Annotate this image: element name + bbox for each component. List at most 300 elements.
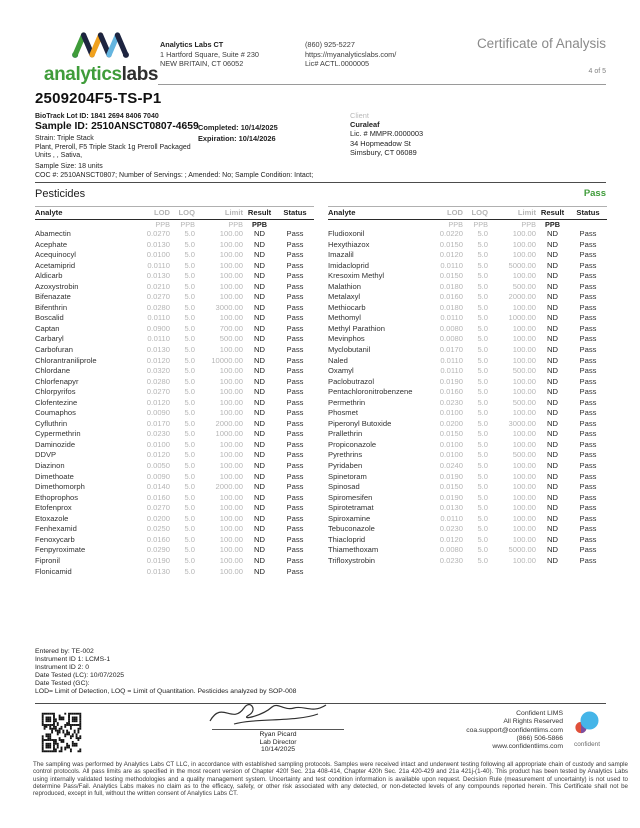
cell-lod: 0.0230 [146, 429, 170, 439]
cell-status: Pass [579, 397, 597, 407]
cell-name: Methiocarb [328, 302, 366, 312]
cell-name: Etoxazole [35, 513, 69, 523]
cell-status: Pass [286, 555, 304, 565]
table-row [35, 535, 314, 546]
table-row [35, 261, 314, 272]
report-id: 2509204F5-TS-P1 [35, 90, 162, 107]
cell-limit: 100.00 [219, 555, 243, 565]
cell-name: Oxamyl [328, 366, 354, 376]
cell-limit: 1000.00 [215, 429, 243, 439]
cell-name: Paclobutrazol [328, 376, 375, 386]
cell-result: ND [547, 439, 558, 449]
cell-name: Acequinocyl [35, 250, 76, 260]
cell-name: Trifloxystrobin [328, 555, 375, 565]
cell-loq: 5.0 [477, 281, 488, 291]
cell-lod: 0.0100 [146, 439, 170, 449]
cell-result: ND [547, 503, 558, 513]
cell-result: ND [547, 534, 558, 544]
sample-strain: Strain: Triple Stack [35, 135, 94, 142]
cell-lod: 0.0190 [439, 471, 463, 481]
client-license: Lic. # MMPR.0000003 [350, 129, 424, 139]
cell-limit: 2000.00 [508, 292, 536, 302]
table-row [35, 545, 314, 556]
cell-loq: 5.0 [477, 492, 488, 502]
table-row [328, 535, 607, 546]
cell-loq: 5.0 [477, 555, 488, 565]
table-row [328, 472, 607, 483]
cell-lod: 0.0080 [439, 334, 463, 344]
cell-lod: 0.0120 [146, 355, 170, 365]
cell-name: Mevinphos [328, 334, 365, 344]
lims-name: Confident LIMS [516, 710, 563, 717]
cell-limit: 100.00 [512, 334, 536, 344]
cell-name: Naled [328, 355, 348, 365]
cell-lod: 0.0080 [439, 323, 463, 333]
cell-result: ND [254, 271, 265, 281]
table-body-left [35, 229, 314, 577]
cell-lod: 0.0270 [146, 229, 170, 238]
cell-lod: 0.0110 [147, 260, 170, 270]
cell-loq: 5.0 [184, 439, 195, 449]
cell-limit: 100.00 [512, 461, 536, 471]
cell-result: ND [254, 450, 265, 460]
cell-limit: 100.00 [512, 239, 536, 249]
cell-result: ND [547, 545, 558, 555]
col-result: Result [540, 208, 565, 217]
unit-result: PPB [251, 220, 267, 229]
signature-line [212, 729, 344, 730]
table-row [328, 282, 607, 293]
cell-status: Pass [579, 461, 597, 471]
cell-result: ND [254, 439, 265, 449]
cell-result: ND [547, 524, 558, 534]
cell-loq: 5.0 [477, 366, 488, 376]
cell-result: ND [547, 471, 558, 481]
cell-loq: 5.0 [184, 355, 195, 365]
cell-lod: 0.0090 [146, 408, 170, 418]
cell-name: Chlorantraniliprole [35, 355, 97, 365]
unit-lod: PPB [155, 220, 170, 229]
table-units-row [328, 220, 607, 229]
cell-name: Aldicarb [35, 271, 63, 281]
disclaimer-text: The sampling was performed by Analytics Labs CT LLC, in accordance with established sampling protocols. Samples were received intact and underwent testing following all appropriate chain of custody and sample control protocols. All pass limits are as specified in the most recent version of Chapter 420f Sec. 21a 408-414, Chapter 420h Sec. 21a 420-429 and 21a 421j-(1-40). This product has been tested by Analytics Labs using internally validated testing methodologies and a quality management system. Uncertainty and test condition information is available upon request. Decision Rule (measurement of uncertainty) is not used to determine Pass/Fail. Analytics Labs makes no claim as to the efficacy, safety, or other risk associated with any detected, or non-detected levels of any compounds reported herein. This Certificate shall not be reproduced, except in full, without the written consent of Analytics Labs CT. [33, 761, 628, 798]
cell-status: Pass [286, 450, 304, 460]
logo-text-primary: analytics [43, 64, 122, 85]
confident-logo [568, 711, 606, 748]
cell-status: Pass [579, 534, 597, 544]
cell-result: ND [254, 482, 265, 492]
cell-lod: 0.0190 [146, 555, 170, 565]
cell-status: Pass [286, 408, 304, 418]
cell-name: Chlorfenapyr [35, 376, 79, 386]
table-row [35, 303, 314, 314]
cell-limit: 100.00 [219, 492, 243, 502]
cell-result: ND [254, 366, 265, 376]
biotrack-lot-id: BioTrack Lot ID: 1841 2694 8406 7040 [35, 113, 159, 120]
table-row [35, 398, 314, 409]
cell-limit: 100.00 [512, 429, 536, 439]
cell-status: Pass [579, 292, 597, 302]
cell-loq: 5.0 [477, 239, 488, 249]
cell-result: ND [547, 229, 558, 238]
cell-limit: 100.00 [219, 566, 243, 576]
cell-limit: 500.00 [512, 281, 536, 291]
unit-loq: PPB [473, 220, 488, 229]
lab-logo-text [42, 65, 160, 85]
cell-result: ND [547, 281, 558, 291]
cell-lod: 0.0110 [440, 366, 463, 376]
cell-limit: 100.00 [512, 408, 536, 418]
cell-name: Fipronil [35, 555, 60, 565]
cell-name: Acetamiprid [35, 260, 76, 270]
cell-lod: 0.0110 [440, 355, 463, 365]
cell-lod: 0.0080 [439, 545, 463, 555]
cell-loq: 5.0 [477, 313, 488, 323]
table-row [35, 450, 314, 461]
cell-loq: 5.0 [477, 323, 488, 333]
cell-limit: 100.00 [512, 439, 536, 449]
cell-name: Spinetoram [328, 471, 367, 481]
cell-loq: 5.0 [184, 397, 195, 407]
cell-status: Pass [579, 429, 597, 439]
cell-status: Pass [286, 292, 304, 302]
cell-result: ND [254, 492, 265, 502]
cell-result: ND [547, 555, 558, 565]
cell-status: Pass [286, 271, 304, 281]
cell-name: Tebuconazole [328, 524, 375, 534]
cell-result: ND [547, 313, 558, 323]
cell-status: Pass [579, 376, 597, 386]
cell-lod: 0.0150 [439, 239, 463, 249]
lims-email-link[interactable]: coa.support@confidentlims.com [466, 726, 563, 734]
cell-result: ND [547, 492, 558, 502]
cell-name: Propiconazole [328, 439, 377, 449]
cell-name: Abamectin [35, 229, 71, 238]
table-row [35, 334, 314, 345]
cell-lod: 0.0220 [439, 229, 463, 238]
cell-result: ND [254, 250, 265, 260]
client-address1: 34 Hopmeadow St [350, 138, 411, 148]
cell-result: ND [254, 534, 265, 544]
cell-status: Pass [286, 397, 304, 407]
cell-limit: 100.00 [512, 492, 536, 502]
cell-name: Imazalil [328, 250, 354, 260]
cell-lod: 0.0230 [439, 397, 463, 407]
cell-limit: 100.00 [512, 503, 536, 513]
cell-lod: 0.0230 [439, 555, 463, 565]
cell-status: Pass [286, 366, 304, 376]
cell-loq: 5.0 [477, 471, 488, 481]
instrument-id-1: Instrument ID 1: LCMS-1 [35, 656, 111, 664]
cell-loq: 5.0 [477, 503, 488, 513]
section-divider [35, 182, 606, 183]
table-row [35, 229, 314, 240]
cell-lod: 0.0100 [439, 408, 463, 418]
cell-name: Phosmet [328, 408, 358, 418]
cell-name: Methyl Parathion [328, 323, 385, 333]
cell-result: ND [547, 334, 558, 344]
cell-lod: 0.0280 [146, 302, 170, 312]
cell-name: Methomyl [328, 313, 361, 323]
cell-limit: 100.00 [512, 482, 536, 492]
table-row [328, 387, 607, 398]
cell-limit: 2000.00 [215, 418, 243, 428]
cell-limit: 100.00 [219, 397, 243, 407]
cell-loq: 5.0 [477, 250, 488, 260]
cell-name: Imidacloprid [328, 260, 369, 270]
cell-limit: 100.00 [219, 229, 243, 238]
cell-lod: 0.0110 [440, 513, 463, 523]
table-row [328, 334, 607, 345]
table-body-right [328, 229, 607, 567]
table-row [328, 261, 607, 272]
lab-phone: (860) 925-5227 [305, 40, 355, 49]
cell-limit: 100.00 [512, 555, 536, 565]
cell-result: ND [547, 429, 558, 439]
cell-lod: 0.0050 [146, 461, 170, 471]
cell-limit: 100.00 [219, 408, 243, 418]
lims-contact [466, 710, 563, 751]
cell-lod: 0.0200 [146, 513, 170, 523]
cell-name: Captan [35, 323, 60, 333]
cell-loq: 5.0 [184, 387, 195, 397]
signatory-name: Ryan Picard [259, 731, 297, 738]
cell-lod: 0.0120 [146, 450, 170, 460]
cell-loq: 5.0 [184, 323, 195, 333]
cell-result: ND [254, 302, 265, 312]
client-address2: Simsbury, CT 06089 [350, 147, 417, 157]
cell-name: Clofentezine [35, 397, 78, 407]
cell-limit: 100.00 [512, 229, 536, 238]
cell-name: Thiacloprid [328, 534, 366, 544]
sample-product-line1: Plant, Preroll, F5 Triple Stack 1g Preroll Packaged [35, 143, 191, 151]
cell-limit: 500.00 [512, 366, 536, 376]
cell-result: ND [547, 271, 558, 281]
cell-limit: 100.00 [512, 271, 536, 281]
qr-code [38, 709, 85, 756]
cell-loq: 5.0 [477, 376, 488, 386]
unit-limit: PPB [228, 220, 243, 229]
cell-status: Pass [579, 555, 597, 565]
cell-lod: 0.0150 [439, 482, 463, 492]
cell-status: Pass [579, 524, 597, 534]
confident-logo-text: confident [574, 741, 600, 748]
coc-line: COC #: 2510ANSCT0807; Number of Servings: ; Amended: No; Sample Condition: Intact; [35, 171, 314, 179]
cell-status: Pass [579, 366, 597, 376]
cell-result: ND [547, 418, 558, 428]
cell-loq: 5.0 [477, 292, 488, 302]
col-limit: Limit [517, 208, 536, 217]
cell-lod: 0.0170 [146, 418, 170, 428]
cell-loq: 5.0 [184, 492, 195, 502]
cell-limit: 100.00 [512, 471, 536, 481]
cell-lod: 0.0120 [146, 397, 170, 407]
signature-icon [200, 697, 340, 729]
cell-result: ND [547, 323, 558, 333]
cell-result: ND [254, 545, 265, 555]
table-row [328, 556, 607, 567]
cell-loq: 5.0 [184, 450, 195, 460]
cell-lod: 0.0110 [440, 313, 463, 323]
cell-limit: 100.00 [512, 387, 536, 397]
sample-id: Sample ID: 2510ANSCT0807-4659 [35, 121, 199, 132]
cell-result: ND [547, 376, 558, 386]
cell-lod: 0.0270 [146, 292, 170, 302]
cell-name: Thiamethoxam [328, 545, 379, 555]
cell-limit: 100.00 [512, 323, 536, 333]
cell-limit: 500.00 [512, 450, 536, 460]
cell-name: DDVP [35, 450, 57, 460]
cell-status: Pass [286, 355, 304, 365]
cell-result: ND [254, 355, 265, 365]
cell-name: Azoxystrobin [35, 281, 79, 291]
cell-name: Fenoxycarb [35, 534, 75, 544]
cell-limit: 100.00 [512, 534, 536, 544]
col-analyte: Analyte [35, 208, 63, 217]
table-row [35, 556, 314, 567]
cell-result: ND [254, 461, 265, 471]
cell-limit: 100.00 [219, 513, 243, 523]
cell-loq: 5.0 [184, 482, 195, 492]
cell-limit: 100.00 [512, 250, 536, 260]
cell-status: Pass [579, 250, 597, 260]
col-status: Status [283, 208, 307, 217]
cell-status: Pass [579, 345, 597, 355]
cell-lod: 0.0180 [439, 281, 463, 291]
unit-loq: PPB [180, 220, 195, 229]
cell-name: Pyrethrins [328, 450, 363, 460]
cell-status: Pass [286, 323, 304, 333]
table-row [35, 271, 314, 282]
cell-limit: 500.00 [512, 397, 536, 407]
cell-status: Pass [286, 387, 304, 397]
signature-date: 10/14/2025 [260, 746, 296, 754]
cell-lod: 0.0100 [439, 450, 463, 460]
cell-status: Pass [286, 534, 304, 544]
cell-loq: 5.0 [184, 334, 195, 344]
table-row [35, 240, 314, 251]
table-row [35, 482, 314, 493]
cell-status: Pass [579, 302, 597, 312]
lims-website-link[interactable]: www.confidentlims.com [492, 743, 563, 751]
table-row [328, 461, 607, 472]
cell-result: ND [254, 397, 265, 407]
cell-name: Flonicamid [35, 566, 72, 576]
cell-lod: 0.0100 [439, 439, 463, 449]
lab-logo-mark-icon [69, 28, 133, 60]
cell-lod: 0.0200 [439, 418, 463, 428]
cell-lod: 0.0290 [146, 545, 170, 555]
cell-result: ND [547, 366, 558, 376]
pesticides-table-right [328, 206, 607, 577]
col-loq: LOQ [178, 208, 195, 217]
table-row [328, 377, 607, 388]
cell-lod: 0.0130 [146, 566, 170, 576]
cell-limit: 3000.00 [508, 418, 536, 428]
cell-result: ND [547, 250, 558, 260]
cell-status: Pass [286, 545, 304, 555]
cell-status: Pass [286, 429, 304, 439]
cell-status: Pass [286, 482, 304, 492]
table-row [35, 313, 314, 324]
table-row [328, 408, 607, 419]
lab-address-line2: NEW BRITAIN, CT 06052 [160, 59, 244, 69]
cell-lod: 0.0090 [146, 471, 170, 481]
cell-lod: 0.0110 [440, 260, 463, 270]
logo-text-secondary: labs [121, 64, 159, 85]
table-row [328, 366, 607, 377]
sample-dates [198, 123, 278, 144]
page-number: 4 of 5 [588, 68, 606, 75]
cell-lod: 0.0280 [146, 376, 170, 386]
cell-result: ND [547, 461, 558, 471]
cell-limit: 100.00 [219, 271, 243, 281]
cell-lod: 0.0190 [439, 376, 463, 386]
col-lod: LOD [446, 208, 463, 217]
table-row [328, 345, 607, 356]
cell-result: ND [254, 334, 265, 344]
cell-lod: 0.0160 [439, 387, 463, 397]
table-row [35, 345, 314, 356]
table-row [328, 292, 607, 303]
cell-loq: 5.0 [184, 345, 195, 355]
table-row [35, 493, 314, 504]
table-row [328, 440, 607, 451]
col-analyte: Analyte [328, 208, 356, 217]
confident-logo-icon [572, 711, 602, 735]
lab-website-link[interactable]: https://myanalyticslabs.com/ [305, 49, 397, 59]
table-row [35, 567, 314, 578]
table-row [328, 514, 607, 525]
cell-limit: 1000.00 [508, 313, 536, 323]
cell-loq: 5.0 [184, 292, 195, 302]
cell-status: Pass [579, 239, 597, 249]
cell-status: Pass [286, 471, 304, 481]
cell-name: Diazinon [35, 461, 65, 471]
sample-size: Sample Size: 18 units [35, 163, 103, 170]
table-row [35, 377, 314, 388]
cell-name: Daminozide [35, 439, 76, 449]
cell-name: Metalaxyl [328, 292, 361, 302]
cell-status: Pass [286, 461, 304, 471]
cell-loq: 5.0 [477, 513, 488, 523]
cell-loq: 5.0 [477, 260, 488, 270]
cell-status: Pass [579, 471, 597, 481]
cell-loq: 5.0 [477, 429, 488, 439]
table-row [35, 250, 314, 261]
cell-limit: 3000.00 [215, 302, 243, 312]
cell-status: Pass [286, 513, 304, 523]
cell-name: Myclobutanil [328, 345, 371, 355]
cell-lod: 0.0130 [439, 503, 463, 513]
section-status-badge: Pass [583, 188, 606, 199]
cell-name: Chlordane [35, 366, 71, 376]
expiration-date: Expiration: 10/14/2026 [198, 133, 276, 143]
col-limit: Limit [224, 208, 243, 217]
cell-name: Chlorpyrifos [35, 387, 76, 397]
cell-result: ND [254, 524, 265, 534]
cell-name: Fenpyroximate [35, 545, 86, 555]
cell-loq: 5.0 [477, 355, 488, 365]
cell-lod: 0.0130 [146, 239, 170, 249]
cell-lod: 0.0110 [147, 334, 170, 344]
cell-loq: 5.0 [184, 461, 195, 471]
cell-result: ND [254, 239, 265, 249]
cell-limit: 100.00 [219, 471, 243, 481]
cell-name: Fludioxonil [328, 229, 365, 238]
table-row [35, 356, 314, 367]
instrument-id-2: Instrument ID 2: 0 [35, 664, 90, 672]
